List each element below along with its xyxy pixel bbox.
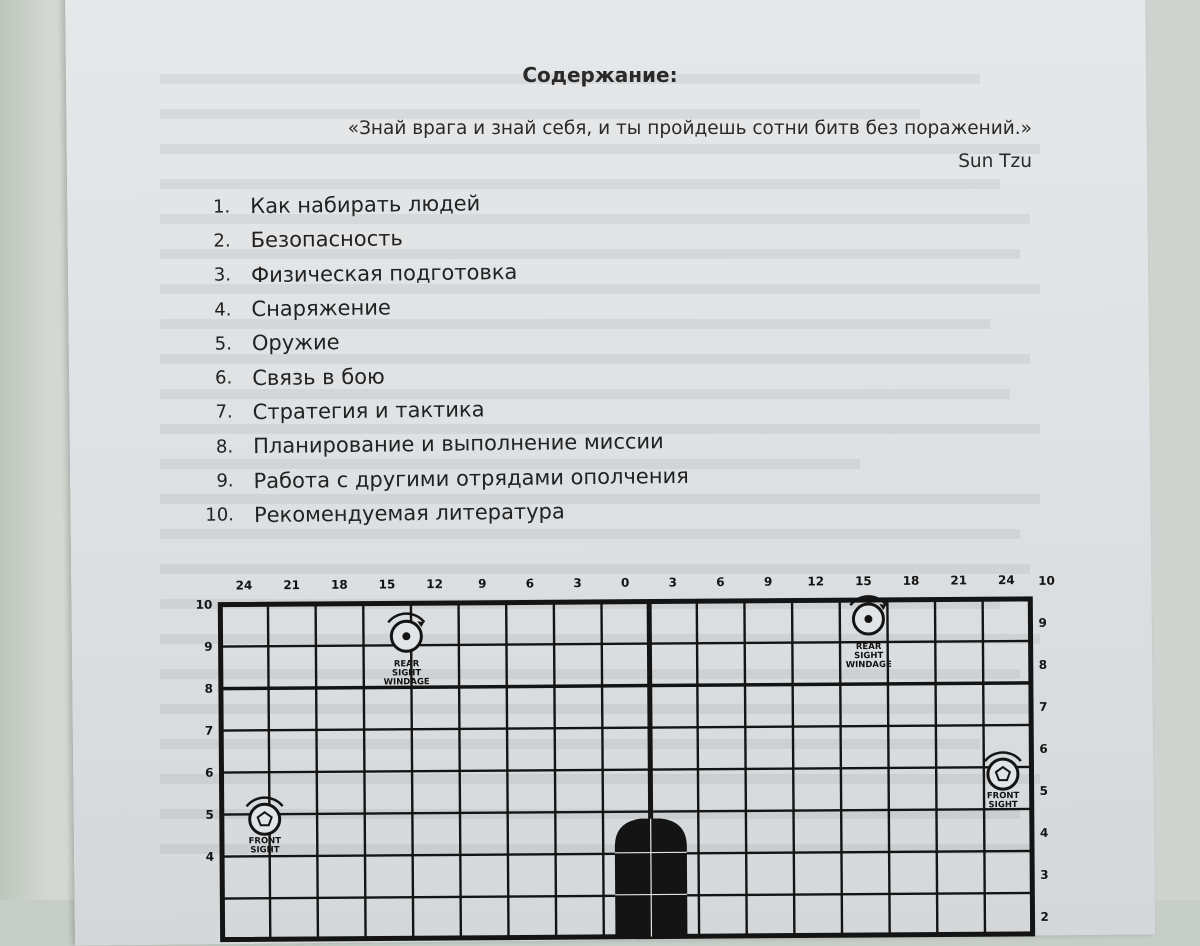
table-of-contents <box>180 184 689 533</box>
toc-title: Безопасность <box>250 226 403 253</box>
top-scale-label: 15 <box>854 574 872 589</box>
left-scale-label: 10 <box>195 597 213 612</box>
right-scale-label: 5 <box>1039 783 1049 798</box>
left-scale-label: 8 <box>204 681 213 696</box>
right-scale-label: 2 <box>1040 909 1049 924</box>
rear-sight-dial-icon-center <box>864 615 872 623</box>
right-scale-label: 10 <box>1038 573 1055 588</box>
rear-sight-label: REAR <box>855 641 882 653</box>
contents-heading: Содержание: <box>522 63 678 87</box>
rear-sight-label: WINDAGE <box>845 659 892 671</box>
toc-number: 3. <box>213 264 232 286</box>
toc-title: Оружие <box>251 330 340 356</box>
left-scale-label: 4 <box>205 849 215 864</box>
toc-number: 2. <box>213 230 231 252</box>
grid-horizontal-line <box>222 809 1032 815</box>
top-scale-label: 3 <box>573 576 582 591</box>
top-scale-label: 18 <box>330 577 348 592</box>
grid-horizontal-line <box>221 767 1031 773</box>
right-scale-label: 3 <box>1040 867 1049 882</box>
toc-number: 7. <box>215 401 233 424</box>
top-scale-label: 12 <box>807 574 825 589</box>
left-scale-label: 7 <box>204 723 214 738</box>
toc-title: Как набирать людей <box>250 191 481 219</box>
toc-number: 5. <box>214 333 233 355</box>
toc-title: Снаряжение <box>251 295 391 322</box>
front-sight-dial-icon <box>988 759 1018 789</box>
toc-title: Связь в бою <box>252 364 385 390</box>
right-scale-label: 6 <box>1039 741 1048 756</box>
right-scale-label: 8 <box>1038 657 1048 672</box>
top-scale-label: 3 <box>668 575 678 590</box>
right-scale-label: 9 <box>1038 615 1047 630</box>
top-scale-label: 12 <box>426 577 443 592</box>
right-scale-label: 7 <box>1038 699 1048 714</box>
rear-sight-dial-icon-center <box>402 632 410 640</box>
toc-number: 8. <box>215 436 234 458</box>
toc-title: Рекомендуемая литература <box>253 499 565 527</box>
toc-number: 1. <box>212 196 231 218</box>
toc-number: 4. <box>214 298 232 321</box>
top-scale-label: 9 <box>763 574 773 589</box>
top-scale-label: 21 <box>283 578 301 593</box>
front-sight-label: SIGHT <box>250 845 280 856</box>
silhouette-grid-line <box>651 819 652 937</box>
rear-sight-label: REAR <box>393 659 420 670</box>
top-scale-label: 9 <box>478 576 487 591</box>
zeroing-target-grid <box>160 554 1082 924</box>
grid-horizontal-line <box>221 683 1031 689</box>
grid-horizontal-line <box>221 725 1031 731</box>
zeroing-target <box>160 554 1082 924</box>
front-sight-dial-icon <box>250 804 280 834</box>
top-scale-label: 18 <box>902 573 920 588</box>
top-scale-label: 21 <box>950 573 968 588</box>
rear-sight-label: WINDAGE <box>383 677 430 688</box>
right-scale-label: 4 <box>1039 825 1049 840</box>
top-scale-label: 24 <box>997 573 1015 588</box>
front-sight-label: FRONT <box>248 836 282 847</box>
epigraph-quote: «Знай врага и знай себя, и ты пройдешь сотни битв без поражений.» <box>347 118 1032 139</box>
epigraph-author: Sun Tzu <box>958 151 1032 172</box>
top-scale-label: 0 <box>620 575 630 590</box>
front-sight-label: FRONT <box>986 791 1020 802</box>
grid-horizontal-line <box>221 641 1031 647</box>
toc-number: 6. <box>214 367 233 389</box>
left-scale-label: 5 <box>205 807 214 822</box>
toc-title: Работа с другими отрядами ополчения <box>253 463 689 493</box>
top-scale-label: 24 <box>235 578 253 593</box>
top-scale-label: 6 <box>716 575 725 590</box>
toc-title: Планирование и выполнение миссии <box>252 429 664 459</box>
rear-sight-label: SIGHT <box>391 668 422 679</box>
toc-title: Физическая подготовка <box>250 259 518 287</box>
rear-sight-label: SIGHT <box>854 650 884 662</box>
left-scale-label: 9 <box>204 639 213 654</box>
toc-number: 10. <box>205 504 235 527</box>
toc-number: 9. <box>216 470 234 492</box>
left-scale-label: 6 <box>205 765 214 780</box>
top-scale-label: 6 <box>525 576 535 591</box>
top-scale-label: 15 <box>378 577 396 592</box>
toc-title: Стратегия и тактика <box>252 397 485 425</box>
front-sight-label: SIGHT <box>988 800 1018 811</box>
toc-item <box>184 492 690 532</box>
